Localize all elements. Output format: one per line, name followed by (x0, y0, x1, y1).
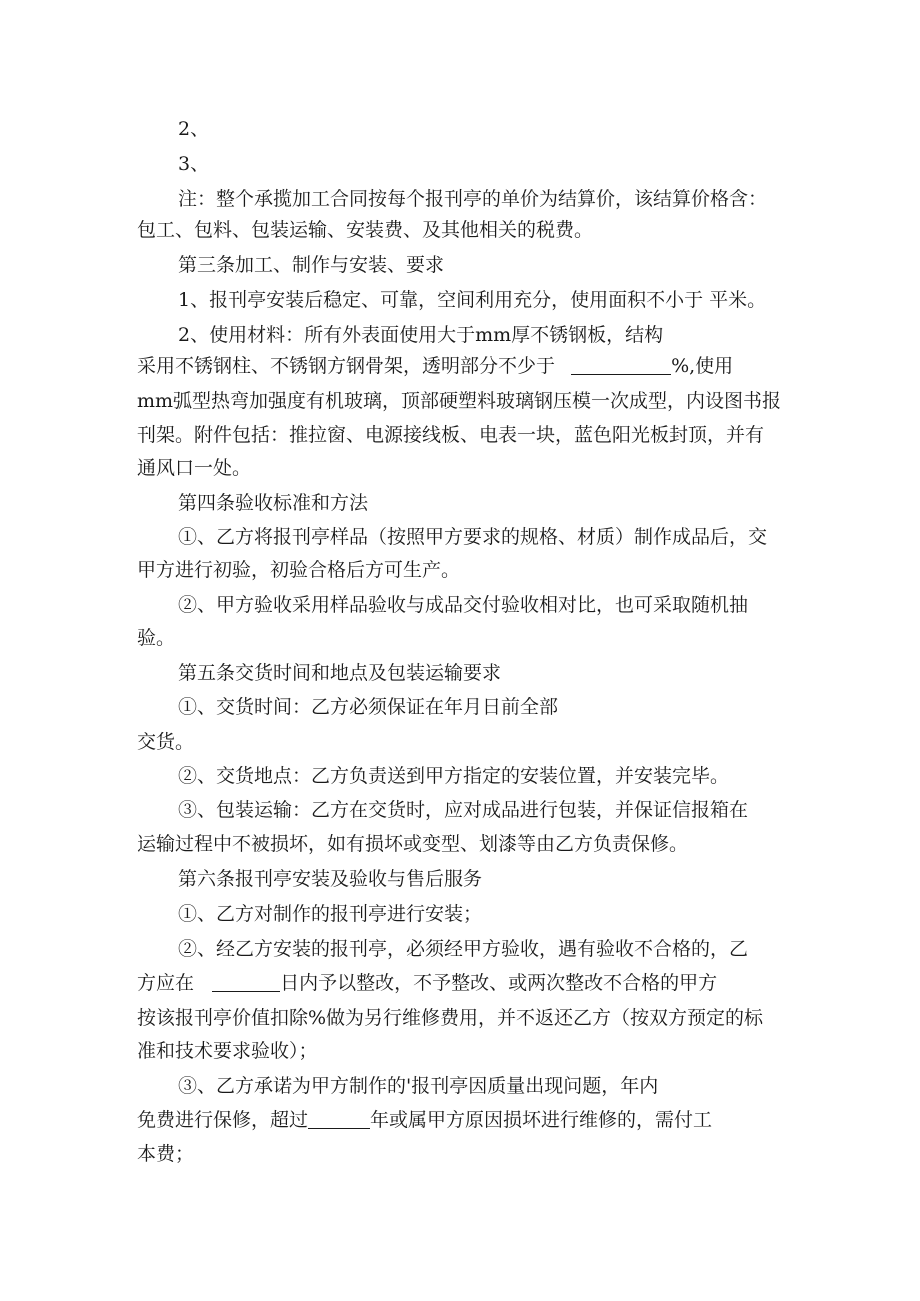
article-6-item-2: ②、经乙方安装的报刊亭，必须经甲方验收，遇有验收不合格的，乙 (178, 938, 749, 960)
article-3-item-2: 2、使用材料：所有外表面使用大于mm厚不锈钢板，结构 (178, 324, 664, 346)
days-blank (212, 973, 280, 992)
article-5-item-1: ①、交货时间：乙方必须保证在年月日前全部 (178, 696, 559, 718)
years-blank (308, 1110, 370, 1129)
note-line-1: 注：整个承揽加工合同按每个报刊亭的单价为结算价，该结算价格含： (178, 188, 768, 210)
article-4-item-1: ①、乙方将报刊亭样品（按照甲方要求的规格、材质）制作成品后，交 (178, 526, 768, 548)
article-5-item-1-cont: 交货。 (137, 731, 195, 753)
article-6-item-2-cont3: 准和技术要求验收）； (137, 1040, 318, 1062)
percent-blank (571, 356, 671, 375)
article-4-item-2: ②、甲方验收采用样品验收与成品交付验收相对比，也可采取随机抽 (178, 594, 749, 616)
warranty-prefix: 免费进行保修，超过 (137, 1109, 309, 1131)
article-6-item-1: ①、乙方对制作的报刊亭进行安装； (178, 903, 483, 925)
list-item-3: 3、 (178, 153, 210, 175)
materials-text: 采用不锈钢柱、不锈钢方钢骨架，透明部分不少于 (137, 355, 556, 377)
rectify-suffix: 日内予以整改，不予整改、或两次整改不合格的甲方 (280, 972, 718, 994)
article-6-heading: 第六条报刊亭安装及验收与售后服务 (178, 868, 483, 890)
article-6-item-2-cont (137, 970, 717, 996)
article-6-item-2-cont2: 按该报刊亭价值扣除%做为另行维修费用，并不返还乙方（按双方预定的标 (137, 1007, 764, 1029)
article-3-item-1: 1、报刊亭安装后稳定、可靠，空间利用充分，使用面积不小于 平米。 (178, 289, 767, 311)
list-item-2: 2、 (178, 118, 210, 140)
article-3-item-2-cont (137, 353, 733, 379)
article-6-item-3-cont (137, 1107, 712, 1133)
article-3-item-2-cont3: 刊架。附件包括：推拉窗、电源接线板、电表一块，蓝色阳光板封顶，并有 (137, 424, 765, 446)
note-line-2: 包工、包料、包装运输、安装费、及其他相关的税费。 (137, 219, 594, 241)
article-6-item-3-cont2: 本费； (137, 1143, 195, 1165)
article-6-item-3: ③、乙方承诺为甲方制作的'报刊亭因质量出现问题，年内 (178, 1075, 659, 1097)
article-3-heading: 第三条加工、制作与安装、要求 (178, 254, 445, 276)
article-5-item-3: ③、包装运输：乙方在交货时，应对成品进行包装，并保证信报箱在 (178, 799, 749, 821)
article-4-item-2-cont: 验。 (137, 627, 176, 649)
article-4-heading: 第四条验收标准和方法 (178, 492, 369, 514)
warranty-suffix: 年或属甲方原因损坏进行维修的，需付工 (370, 1109, 713, 1131)
materials-text-tail: %,使用 (671, 355, 734, 377)
article-5-item-3-cont: 运输过程中不被损坏，如有损坏或变型、划漆等由乙方负责保修。 (137, 833, 689, 855)
article-5-heading: 第五条交货时间和地点及包装运输要求 (178, 662, 502, 684)
article-3-item-2-cont2: mm弧型热弯加强度有机玻璃，顶部硬塑料玻璃钢压模一次成型，内设图书报 (137, 390, 782, 412)
rectify-prefix: 方应在 (137, 972, 195, 994)
article-5-item-2: ②、交货地点：乙方负责送到甲方指定的安装位置，并安装完毕。 (178, 765, 730, 787)
article-4-item-1-cont: 甲方进行初验，初验合格后方可生产。 (137, 559, 461, 581)
article-3-item-2-cont4: 通风口一处。 (137, 457, 252, 479)
